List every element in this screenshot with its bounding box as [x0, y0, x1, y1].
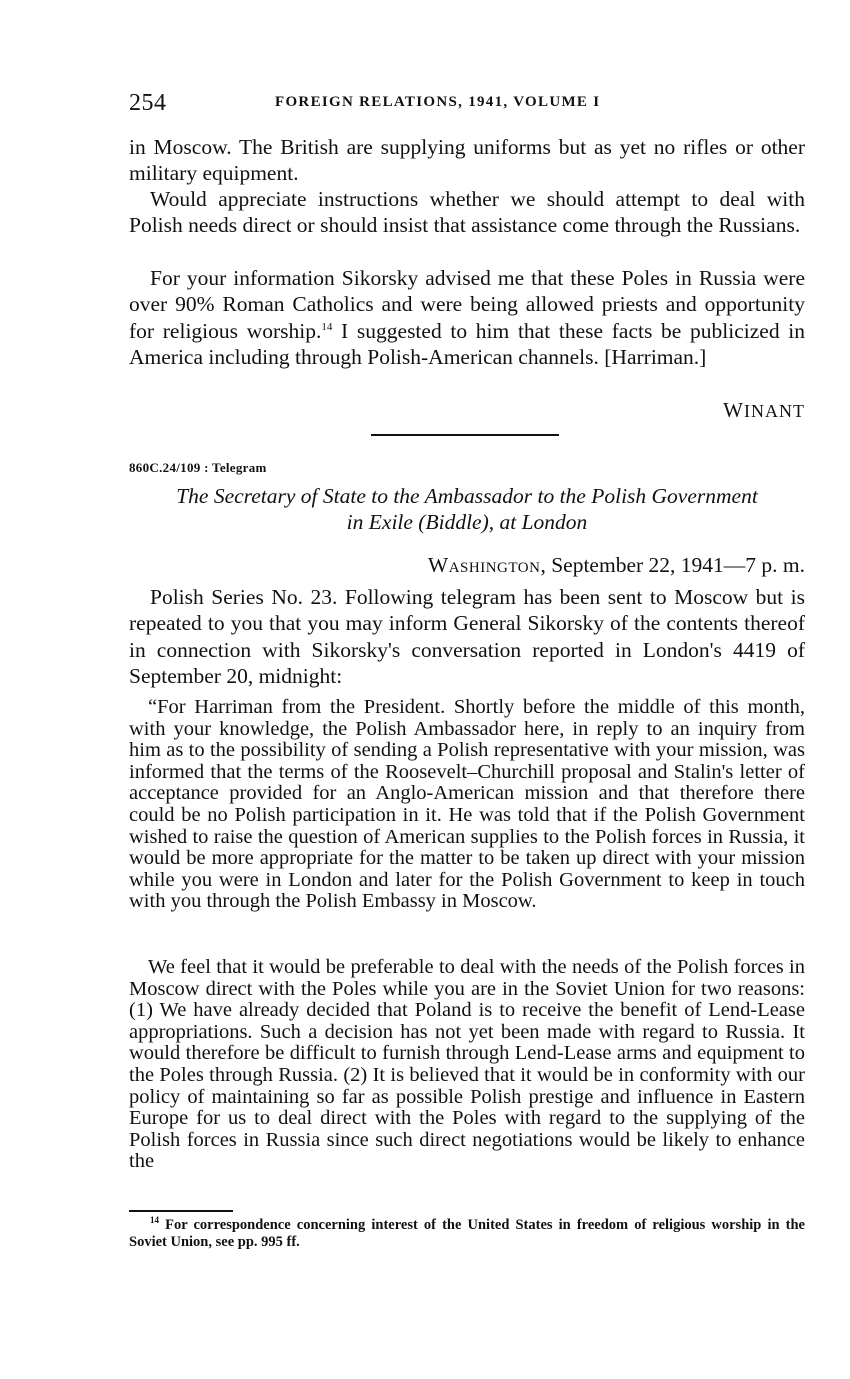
- footnote-number: 14: [150, 1215, 159, 1226]
- footnote-text: For correspondence concerning interest of the United States in freedom of religious worship in the Soviet Union, see pp. 995 ff.: [129, 1217, 805, 1250]
- footnote-reference: 14: [321, 320, 333, 333]
- document-title-line-1: The Secretary of State to the Ambassador to the Polish Government: [176, 484, 758, 508]
- signature-initial: W: [723, 398, 744, 422]
- running-title: FOREIGN RELATIONS, 1941, VOLUME I: [275, 94, 601, 110]
- continuation-paragraph: in Moscow. The British are supplying uniforms but as yet no rifles or other military equipment.: [129, 135, 805, 186]
- dateline-place: Washington: [427, 553, 541, 577]
- running-header: [129, 90, 805, 120]
- quoted-message-paragraph-2: We feel that it would be preferable to deal with the needs of the Polish forces in Moscow direct with the Poles while you are in the Soviet Union for two reasons: (1) We have already decided that Poland is to receive the benefit of Lend-Lease appropriations. Such a decision has not yet been made with regard to Russia. It would therefore be difficult to furnish through Lend-Lease arms and equipment to the Poles through Russia. (2) It is believed that it would be in conformity with our policy of maintaining so far as possible Polish prestige and influence in Eastern Europe for us to deal direct with the Poles with regard to the supplying of the Polish forces in Russia since such direct negotiations would be likely to enhance the: [129, 956, 805, 1173]
- signature-rest: INANT: [744, 401, 805, 421]
- dateline-date: , September 22, 1941—7 p. m.: [540, 553, 805, 577]
- information-paragraph: [129, 265, 805, 370]
- section-divider: [371, 434, 559, 436]
- quoted-message-paragraph-1: “For Harriman from the President. Shortly before the middle of this month, with your knowledge, the Polish Ambassador here, in reply to an inquiry from him as to the possibility of sending a Polish representative with your mission, was informed that the terms of the Roosevelt–Churchill proposal and Stalin's letter of acceptance provided for an Anglo-American mission and that therefore there could be no Polish participation in it. He was told that if the Polish Government wished to raise the question of American supplies to the Polish forces in Russia, it would be more appropriate for the matter to be taken up direct with your mission while you were in London and later for the Polish Government to keep in touch with you through the Polish Embassy in Moscow.: [129, 696, 805, 913]
- footnote-rule: [129, 1210, 233, 1212]
- file-reference: 860C.24/109 : Telegram: [129, 460, 267, 475]
- telegram-intro-paragraph: Polish Series No. 23. Following telegram has been sent to Moscow but is repeated to you that you may inform General Sikorsky of the contents thereof in connection with Sikorsky's conversation reported in London's 4419 of September 20, midnight:: [129, 585, 805, 688]
- dateline: [428, 553, 805, 578]
- document-title: [129, 483, 805, 535]
- instructions-paragraph: Would appreciate instructions whether we should attempt to deal with Polish needs direct or should insist that assistance come through the Russians.: [129, 187, 805, 238]
- information-text-end: I suggested to him that these facts be publicized in America including through Polish-American channels. [Harriman.]: [129, 318, 805, 369]
- footnote: [129, 1217, 805, 1251]
- page-number: 254: [129, 90, 167, 116]
- signature: [723, 398, 805, 423]
- information-text-start: For your information Sikorsky advised me that these Poles in Russia were over 90% Roman Catholics and were being allowed priests and opportunity for religious worship.: [129, 266, 805, 343]
- document-title-line-2: in Exile (Biddle), at London: [346, 510, 588, 534]
